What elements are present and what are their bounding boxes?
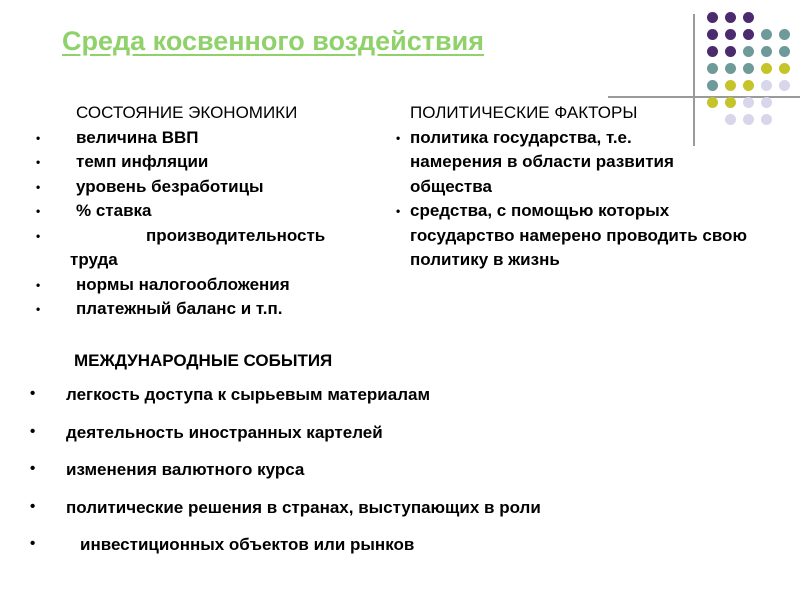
economy-heading: СОСТОЯНИЕ ЭКОНОМИКИ <box>76 103 298 122</box>
list-item-text: уровень безработицы <box>76 176 264 196</box>
decor-dot <box>725 46 736 57</box>
decor-dot <box>761 63 772 74</box>
decor-dot <box>743 80 754 91</box>
decor-dot <box>761 114 772 125</box>
list-item <box>34 126 384 151</box>
list-item-text: темп инфляции <box>76 152 209 171</box>
list-item <box>34 297 384 322</box>
list-item <box>396 126 710 200</box>
politics-heading: ПОЛИТИЧЕСКИЕ ФАКТОРЫ <box>410 103 638 122</box>
list-item-text: производительность <box>146 225 326 245</box>
list-item-text: труда <box>70 250 118 269</box>
list-item <box>34 175 384 200</box>
list-item-text: величина ВВП <box>76 127 199 147</box>
list-item-text: нормы налогообложения <box>76 274 290 294</box>
list-item-text: политика государства, т.е. намерения в области развития общества <box>410 127 674 196</box>
list-item-continuation <box>34 248 384 273</box>
list-item <box>34 273 384 298</box>
decor-dot <box>725 29 736 40</box>
list-item-text: платежный баланс и т.п. <box>76 299 283 318</box>
bullet-icon: • <box>30 422 36 440</box>
decor-dot <box>779 46 790 57</box>
list-item <box>34 150 384 175</box>
list-item <box>30 535 750 573</box>
decor-dot <box>743 63 754 74</box>
politics-section <box>396 101 756 273</box>
list-item <box>30 460 750 498</box>
bullet-icon: • <box>30 535 36 552</box>
list-item <box>396 199 755 273</box>
decor-dot <box>761 97 772 108</box>
decor-dot <box>725 12 736 23</box>
decor-dot <box>761 29 772 40</box>
decor-dot <box>725 63 736 74</box>
list-item <box>34 224 384 249</box>
bullet-icon: • <box>30 460 36 477</box>
list-item-text: политические решения в странах, выступающих в роли <box>66 497 541 517</box>
slide-title: Среда косвенного воздействия <box>62 26 484 56</box>
decor-dot <box>707 12 718 23</box>
bullet-icon: • <box>36 155 41 169</box>
list-item-text: средства, с помощью которых государство намерено проводить свою политику в жизнь <box>410 201 747 269</box>
bullet-icon: • <box>36 204 41 218</box>
list-item-text: изменения валютного курса <box>66 460 305 479</box>
bullet-icon: • <box>30 497 36 515</box>
decor-dot <box>725 80 736 91</box>
bullet-icon: • <box>396 130 401 145</box>
list-item <box>34 199 384 224</box>
decor-dot <box>707 46 718 57</box>
list-item-text: деятельность иностранных картелей <box>66 422 383 442</box>
decor-dot <box>743 29 754 40</box>
economy-section <box>34 101 384 322</box>
bullet-icon: • <box>36 302 41 316</box>
decor-dot <box>743 46 754 57</box>
list-item-text: легкость доступа к сырьевым материалам <box>66 385 431 404</box>
decor-dot <box>779 29 790 40</box>
decor-dot <box>707 63 718 74</box>
list-item <box>30 423 750 461</box>
decor-dot <box>779 80 790 91</box>
decor-dot <box>707 29 718 40</box>
list-item-text: % ставка <box>76 201 152 220</box>
decor-dot <box>743 12 754 23</box>
international-section <box>30 385 750 573</box>
international-heading: МЕЖДУНАРОДНЫЕ СОБЫТИЯ <box>74 351 333 370</box>
bullet-icon: • <box>30 385 36 402</box>
bullet-icon: • <box>36 179 41 194</box>
bullet-icon: • <box>36 277 41 292</box>
decor-dot <box>707 80 718 91</box>
bullet-icon: • <box>36 130 41 145</box>
decor-dot <box>761 46 772 57</box>
bullet-icon: • <box>396 204 401 218</box>
list-item <box>30 385 750 423</box>
decor-dot <box>761 80 772 91</box>
list-item-text: инвестиционных объектов или рынков <box>80 535 415 554</box>
bullet-icon: • <box>36 228 41 243</box>
list-item <box>30 498 750 536</box>
decor-dot <box>779 63 790 74</box>
